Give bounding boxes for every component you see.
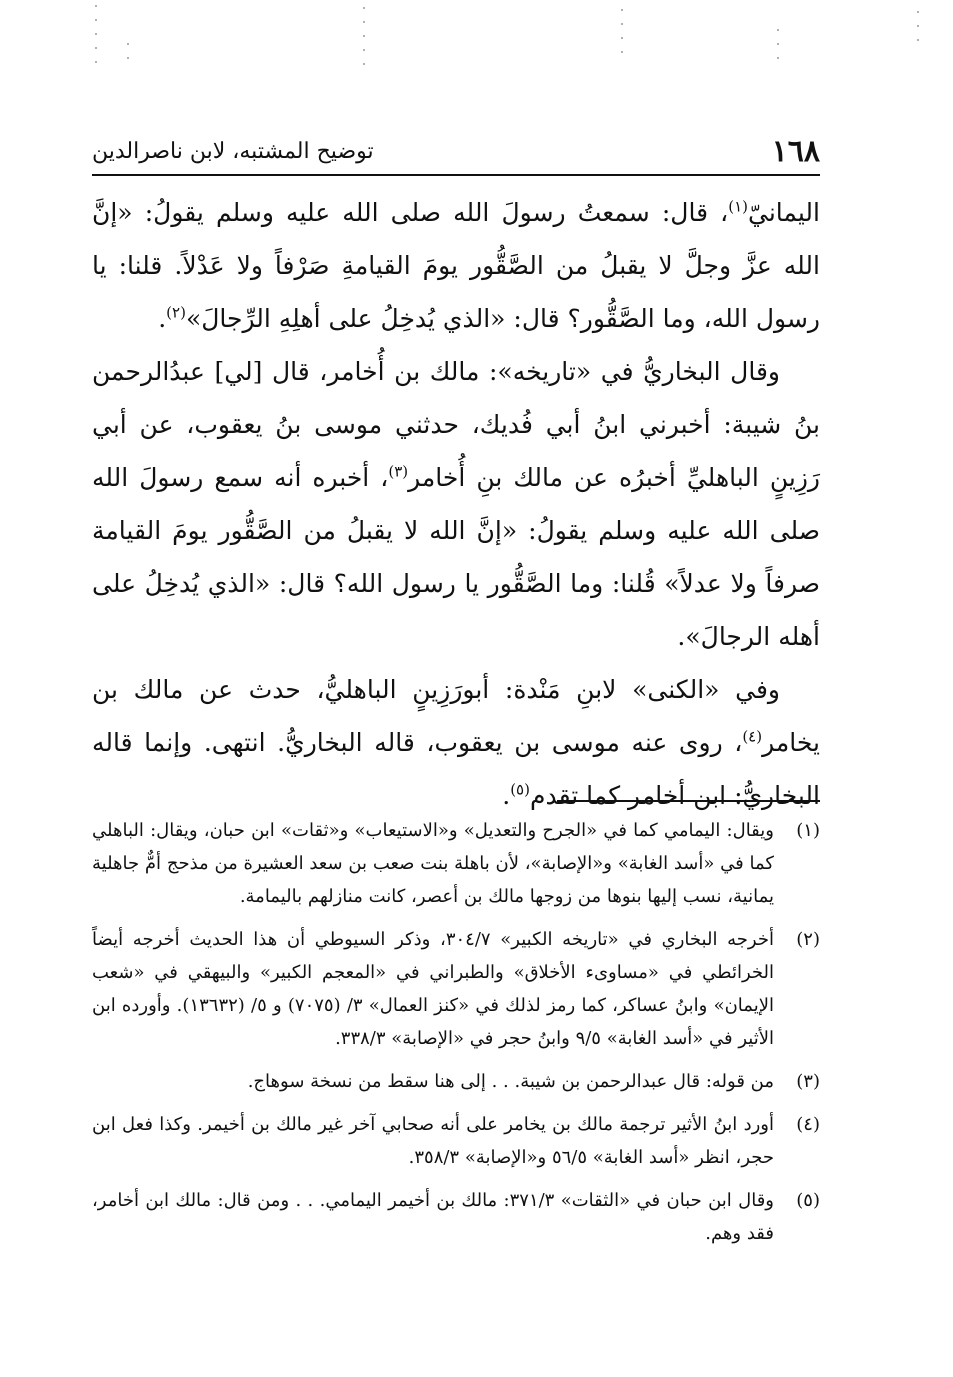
footnote-number: (٣) — [796, 1071, 820, 1092]
footnote-text: ويقال: اليمامي كما في «الجرح والتعديل» و«الاستيعاب» و«ثقات» ابن حبان، ويقال: الباهلي كما في «أسد الغابة» و«الإصابة»، لأن باهلة بنت صعب بن سعد العشيرة من مذحج أمٌّ جاهلية يمانية، نسب إليها بنوها من زوجها مالك بن أعصر، كانت منازلهم باليمامة. — [92, 820, 774, 907]
footnote-1 — [92, 814, 820, 913]
footnote-5 — [92, 1184, 820, 1250]
paragraph-1-end: . — [158, 304, 167, 333]
footnote-ref-3: (٣) — [388, 462, 409, 481]
footnote-ref-1: (١) — [728, 197, 749, 216]
header-rule — [92, 174, 820, 176]
footnote-ref-5: (٥) — [510, 780, 530, 799]
scan-dot-marks — [0, 0, 953, 110]
footnote-rule — [557, 800, 820, 802]
paragraph-3-end: . — [502, 781, 511, 810]
page-number: ١٦٨ — [771, 134, 820, 169]
paragraph-1-part-b: ، قال: سمعتُ رسولَ الله صلى الله عليه وسلم يقولُ: «إنَّ الله عزَّ وجلَّ لا يقبلُ من الصَّقُّور يومَ القيامةِ صَرْفاً ولا عَدْلاً. قلنا: يا رسول الله، وما الصَّقُّور؟ قال: «الذي يُدخِلُ على أهلِهِ الرِّجالَ» — [92, 198, 820, 333]
footnote-number: (١) — [796, 820, 820, 841]
paragraph-3 — [92, 663, 820, 822]
paragraph-3-part-b: ، روى عنه موسى بن يعقوب، قاله البخاريُّ. انتهى. وإنما قاله البخاريُّ: ابن أخامر كما تقدم — [92, 728, 820, 810]
main-text — [92, 186, 820, 822]
paragraph-1-part-a: اليمانيّ — [748, 198, 820, 227]
page-header — [92, 132, 820, 172]
paragraph-3-part-a: وفي «الكنى» لابنِ مَنْدة: أبورَزِينٍ الباهليُّ، حدث عن مالك بن يخامر — [92, 675, 820, 757]
footnote-text: من قوله: قال عبدالرحمن بن شيبة. . . إلى هنا سقط من نسخة سوهاج. — [247, 1071, 774, 1092]
footnote-text: أورد ابنُ الأثير ترجمة مالك بن يخامر على أنه صحابي آخر غير مالك بن أخيمر. وكذا فعل ابن حجر، انظر «أسد الغابة» ٥٦/٥ و«الإصابة» ٣٥٨/٣. — [92, 1114, 774, 1168]
footnote-number: (٢) — [796, 929, 820, 950]
footnote-number: (٤) — [796, 1114, 820, 1135]
paragraph-2-part-a: وقال البخاريُّ في «تاريخه»: مالك بن أُخامر، قال [لي] عبدُالرحمن بنُ شيبة: أخبرني ابنُ أبي فُديك، حدثني موسى بنُ يعقوب، عن أبي رَزِينٍ الباهليِّ أخبرُه عن مالك بنِ أُخامر — [92, 357, 820, 492]
footnote-text: أخرجه البخاري في «تاريخه الكبير» ٣٠٤/٧، وذكر السيوطي أن هذا الحديث أخرجه أيضاً الخرائطي في «مساوىء الأخلاق» والطبراني في «المعجم الكبير» والبيهقي في «شعب الإيمان» وابنُ عساكر، كما رمز لذلك في «كنز العمال» ٣/ (٧٠٧٥) و ٥/ (١٣٦٣٢). وأورده ابن الأثير في «أسد الغابة» ٩/٥ وابنُ حجر في «الإصابة» ٣٣٨/٣. — [92, 929, 774, 1049]
footnote-ref-4: (٤) — [742, 727, 763, 746]
footnote-ref-2: (٢) — [166, 303, 186, 322]
footnote-text: وقال ابن حبان في «الثقات» ٣٧١/٣: مالك بن أخيمر اليمامي. . . ومن قال: مالك ابن أخامر، فقد وهم. — [92, 1190, 774, 1244]
footnotes — [92, 814, 820, 1260]
paragraph-1 — [92, 186, 820, 345]
footnote-number: (٥) — [796, 1190, 820, 1211]
running-title: توضيح المشتبه، لابن ناصرالدين — [92, 139, 374, 164]
footnote-3 — [92, 1065, 820, 1098]
footnote-2 — [92, 923, 820, 1055]
paragraph-2-part-b: ، أخبره أنه سمع رسولَ الله صلى الله عليه وسلم يقولُ: «إنَّ الله لا يقبلُ من الصَّقُّور يومَ القيامة صرفاً ولا عدلاً» قُلنا: وما الصَّقُّور يا رسول الله؟ قال: «الذي يُدخِلُ على أهله الرجالَ». — [92, 463, 820, 651]
paragraph-2 — [92, 345, 820, 663]
footnote-4 — [92, 1108, 820, 1174]
